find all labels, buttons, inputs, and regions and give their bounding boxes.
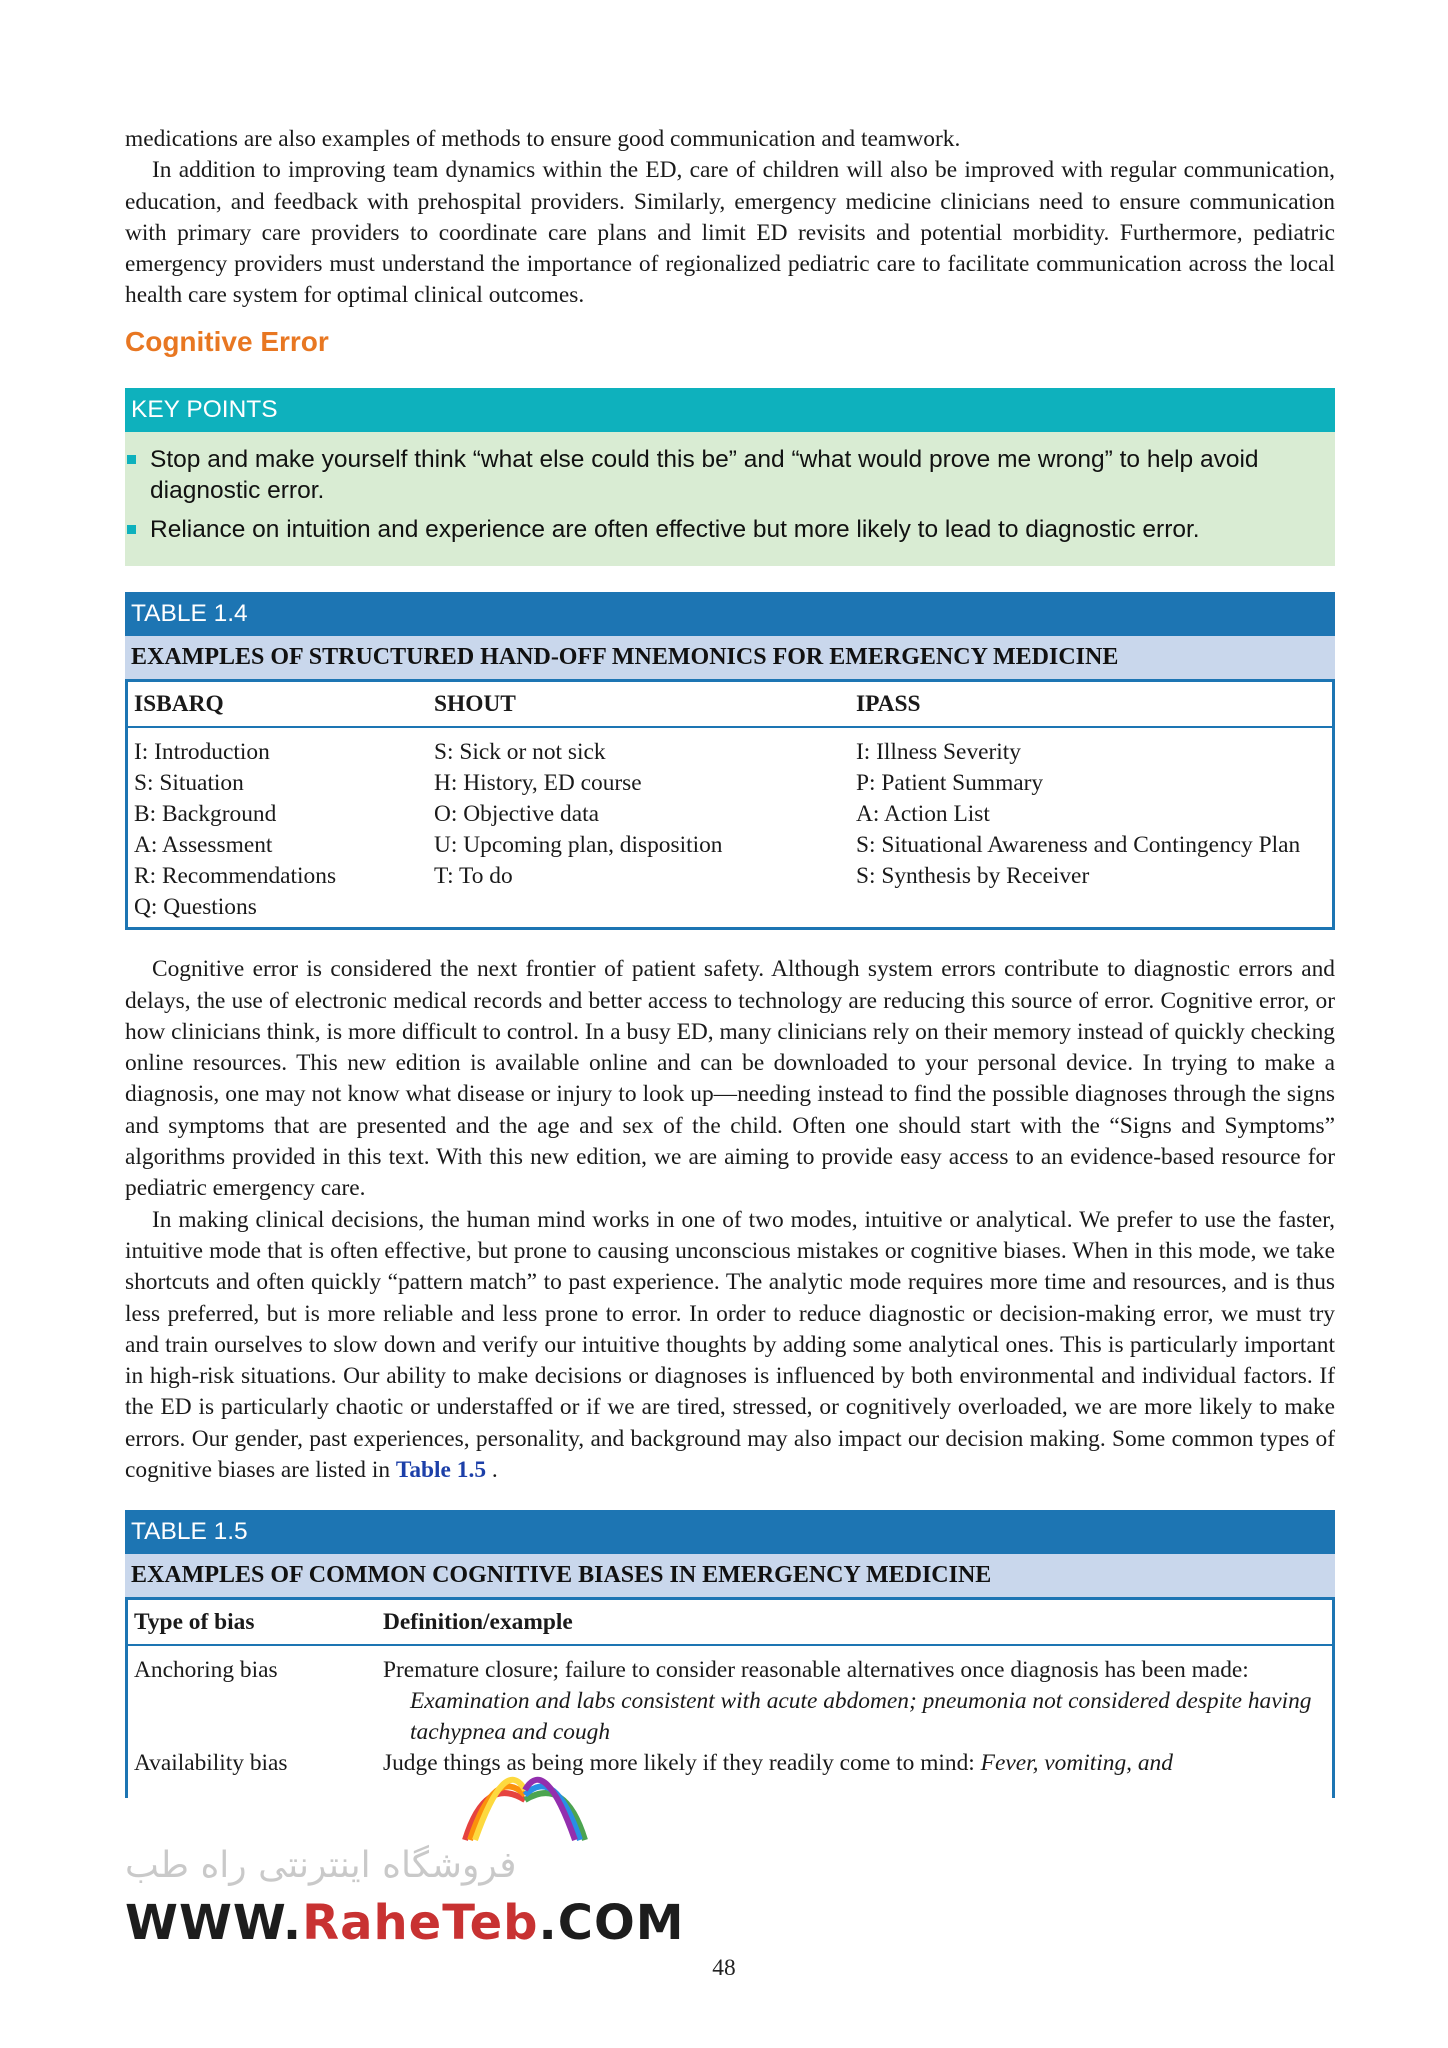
key-points-list (125, 444, 1335, 546)
column-header: ISBARQ (128, 682, 428, 727)
page-content (125, 124, 1335, 1798)
watermark-url: WWW.RaheTeb.COM (125, 1895, 685, 1951)
square-bullet-icon (127, 525, 136, 534)
section-title: Cognitive Error (125, 325, 329, 357)
table-header-row (128, 1600, 1332, 1645)
square-bullet-icon (127, 455, 136, 464)
table-label: TABLE 1.4 (125, 592, 1335, 636)
table-row: Anchoring bias Premature closure; failure to consider reasonable alternatives once diagnosis has been made: Examination and labs consistent with acute abdomen; pneumonia not considered despite having tachypnea and cough (134, 1657, 1312, 1746)
table-label: TABLE 1.5 (125, 1510, 1335, 1554)
key-point-item: Stop and make yourself think “what else could this be” and “what would prove me wrong” to help avoid diagnostic error. (125, 444, 1327, 507)
column-header: IPASS (850, 682, 1332, 727)
intro-paragraph-1: medications are also examples of methods to ensure good communication and teamwork. (125, 126, 961, 152)
column-header: Type of bias (128, 1600, 377, 1645)
table-body (125, 679, 1335, 930)
table-row: S: Situation H: History, ED course P: Patient Summary (134, 770, 1044, 797)
table-row: I: Introduction S: Sick or not sick I: Illness Severity (134, 739, 1022, 766)
key-points-box (125, 388, 1335, 567)
page-number: 48 (712, 1955, 736, 1981)
table-row: Availability bias Judge things as being more likely if they readily come to mind: Fever, vomiting, and (134, 1750, 1173, 1777)
paragraph-3: Cognitive error is considered the next frontier of patient safety. Although system errors contribute to diagnostic errors and delays, the use of electronic medical records and better access to technology are reducing this source of error. Cognitive error, or how clinicians think, is more difficult to control. In a busy ED, many clinicians rely on their memory instead of quickly checking online resources. This new edition is available online and can be downloaded to your personal device. In trying to make a diagnosis, one may not know what disease or injury to look up—needing instead to find the possible diagnoses through the signs and symptoms that are presented and the age and sex of the child. Often one should start with the “Signs and Symptoms” algorithms provided in this text. With this new edition, we are aiming to provide easy access to an evidence-based resource for pediatric emergency care. (125, 956, 1335, 1202)
table-title: EXAMPLES OF STRUCTURED HAND-OFF MNEMONICS FOR EMERGENCY MEDICINE (125, 636, 1335, 679)
table-1-4 (125, 592, 1335, 930)
column-header: SHOUT (428, 682, 850, 727)
table-row: B: Background O: Objective data A: Action List (134, 801, 990, 828)
table-1-5-link[interactable]: Table 1.5 (395, 1457, 487, 1484)
table-row: R: Recommendations T: To do S: Synthesis by Receiver (134, 863, 1090, 890)
table-title: EXAMPLES OF COMMON COGNITIVE BIASES IN EMERGENCY MEDICINE (125, 1554, 1335, 1597)
column-header: Definition/example (377, 1600, 1332, 1645)
key-point-item: Reliance on intuition and experience are often effective but more likely to lead to diagnostic error. (125, 514, 1327, 546)
paragraph-4: In making clinical decisions, the human mind works in one of two modes, intuitive or analytical. We prefer to use the faster, intuitive mode that is often effective, but prone to causing unconscious mistakes or cognitive biases. When in this mode, we take shortcuts and often quickly “pattern match” to past experience. The analytic mode requires more time and resources, and is thus less preferred, but is more reliable and less prone to error. In order to reduce diagnostic or decision-making error, we must try and train ourselves to slow down and verify our intuitive thoughts by adding some analytical ones. This is particularly important in high-risk situations. Our ability to make decisions or diagnoses is influenced by both environmental and individual factors. If the ED is particularly chaotic or understaffed or if we are tired, stressed, or cognitively overloaded, we are more likely to make errors. Our gender, past experiences, personality, and background may also impact our decision making. Some common types of cognitive biases are listed in Table 1.5 . (125, 1206, 1335, 1484)
intro-paragraph-2: In addition to improving team dynamics within the ED, care of children will also be improved with regular communication, education, and feedback with prehospital providers. Similarly, emergency medicine clinicians need to ensure communication with primary care providers to coordinate care plans and limit ED revisits and potential morbidity. Furthermore, pediatric emergency providers must understand the importance of regionalized pediatric care to facilitate communication across the local health care system for optimal clinical outcomes. (125, 157, 1335, 309)
watermark-persian-text: فروشگاه اینترنتی راه طب (125, 1845, 517, 1886)
open-book-icon (425, 1745, 625, 1855)
table-row: A: Assessment U: Upcoming plan, disposition S: Situational Awareness and Contingency Plan (134, 832, 1301, 859)
table-header-row (128, 682, 1332, 727)
table-row: Q: Questions (134, 894, 257, 921)
key-points-header: KEY POINTS (125, 388, 1335, 432)
